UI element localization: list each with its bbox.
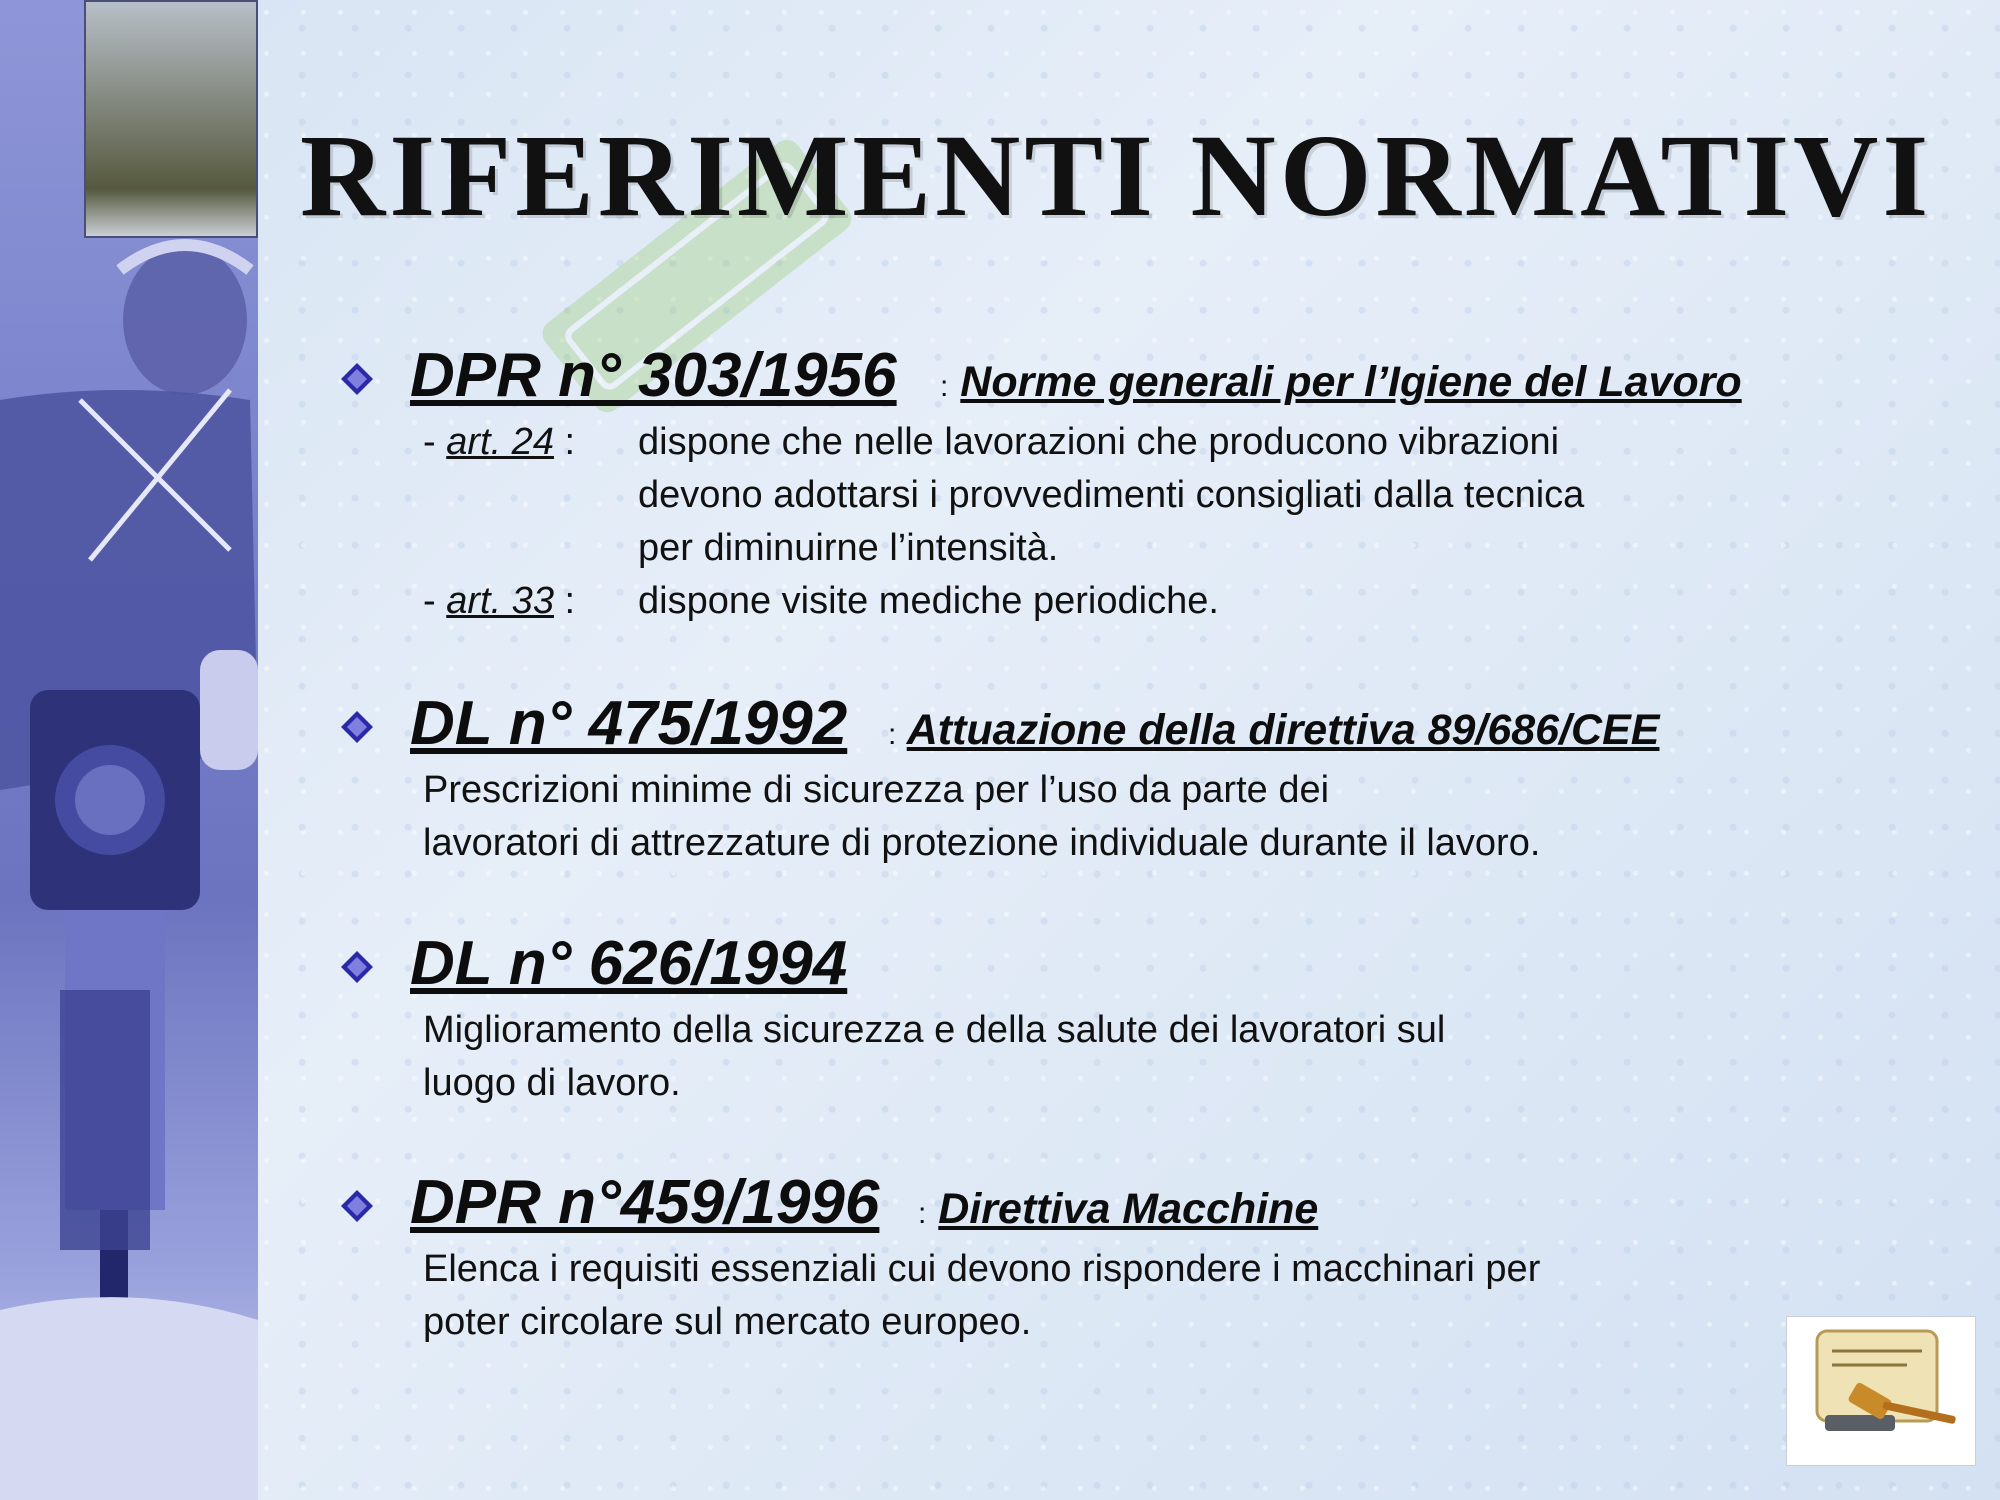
article-number: art. 33 xyxy=(446,580,554,622)
separator: : xyxy=(918,1197,927,1230)
section-heading xyxy=(340,1167,1940,1243)
section-body-line: lavoratori di attrezzature di protezione individuale durante il lavoro. xyxy=(423,822,1541,864)
article-text: devono adottarsi i provvedimenti consigliati dalla tecnica xyxy=(638,474,1585,516)
article-row-continued xyxy=(340,522,1940,575)
article-label: - art. 24 : xyxy=(423,421,576,463)
law-description: Direttiva Macchine xyxy=(938,1185,1319,1233)
page-title: RIFERIMENTI NORMATIVI xyxy=(300,110,1933,241)
section-body-line: Miglioramento della sicurezza e della salute dei lavoratori sul xyxy=(423,1009,1446,1051)
article-text: dispone che nelle lavorazioni che producono vibrazioni xyxy=(638,421,1560,463)
section-heading xyxy=(340,928,1940,1004)
section-body-line: poter circolare sul mercato europeo. xyxy=(423,1301,1032,1343)
law-description: Norme generali per l’Igiene del Lavoro xyxy=(960,358,1742,406)
section-body-line: Prescrizioni minime di sicurezza per l’uso da parte dei xyxy=(423,769,1330,811)
section-dl-626-1994 xyxy=(340,928,1940,1110)
article-row xyxy=(340,575,1940,628)
separator: : xyxy=(888,718,897,751)
section-dpr-303-1956 xyxy=(340,340,1940,628)
law-reference: DPR n° 303/1956 xyxy=(410,341,897,410)
article-row xyxy=(340,416,1940,469)
article-label: - art. 33 : xyxy=(423,580,576,622)
diamond-bullet-icon xyxy=(340,1189,374,1223)
gavel-icon xyxy=(1787,1317,1975,1465)
section-body-line: Elenca i requisiti essenziali cui devono rispondere i macchinari per xyxy=(423,1248,1541,1290)
law-description: Attuazione della direttiva 89/686/CEE xyxy=(906,706,1660,754)
law-reference: DL n° 626/1994 xyxy=(410,929,848,998)
section-dl-475-1992 xyxy=(340,688,1940,870)
law-description-group xyxy=(940,358,1742,407)
separator: : xyxy=(940,370,949,403)
gavel-scroll-logo xyxy=(1786,1316,1976,1466)
section-body-line: luogo di lavoro. xyxy=(423,1062,681,1104)
diamond-bullet-icon xyxy=(340,710,374,744)
section-heading xyxy=(340,340,1940,416)
article-text: dispone visite mediche periodiche. xyxy=(638,580,1219,622)
section-dpr-459-1996 xyxy=(340,1167,1940,1349)
article-text: per diminuirne l’intensità. xyxy=(638,527,1059,569)
law-reference: DPR n°459/1996 xyxy=(410,1168,880,1237)
law-reference: DL n° 475/1992 xyxy=(410,689,848,758)
section-heading xyxy=(340,688,1940,764)
article-number: art. 24 xyxy=(446,421,554,463)
diamond-bullet-icon xyxy=(340,362,374,396)
left-photo-strip xyxy=(0,0,258,1500)
law-description-group xyxy=(888,706,1659,755)
article-row-continued xyxy=(340,469,1940,522)
diamond-bullet-icon xyxy=(340,950,374,984)
law-description-group xyxy=(918,1185,1318,1234)
jackhammer-worker-illustration xyxy=(0,230,258,1500)
worker-photo-thumbnail xyxy=(84,0,258,238)
